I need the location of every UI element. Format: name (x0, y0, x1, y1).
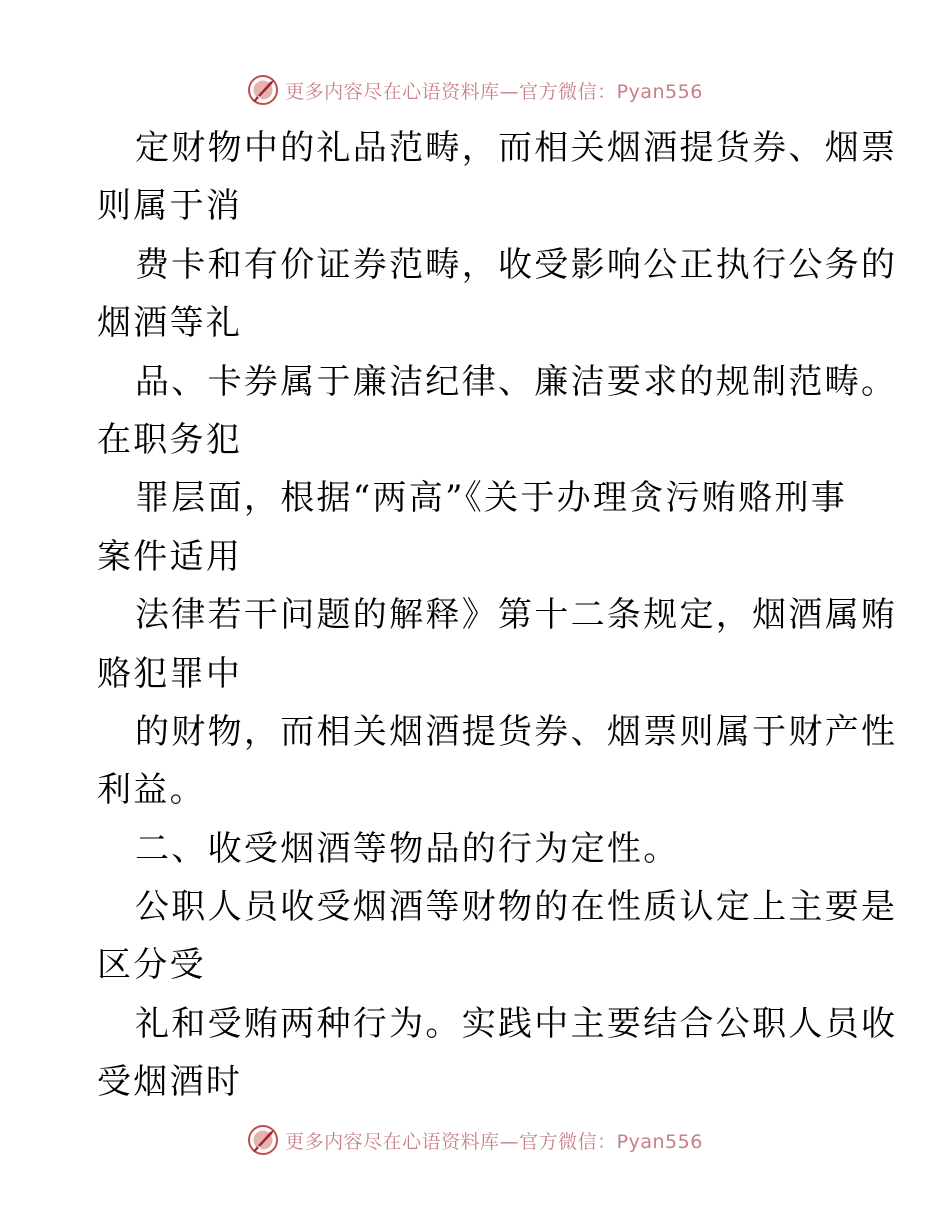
text-line: 在职务犯 (97, 419, 243, 460)
text-line: 礼和受贿两种行为。实践中主要结合公职人员收 (135, 1003, 898, 1044)
text-line: 利益。 (97, 770, 206, 811)
text-line: 费卡和有价证券范畴，收受影响公正执行公务的 (135, 244, 898, 285)
quill-logo-icon (247, 74, 279, 106)
watermark-text: 更多内容尽在心语资料库—官方微信：Pyan556 (285, 1130, 703, 1153)
watermark-text: 更多内容尽在心语资料库—官方微信：Pyan556 (285, 80, 703, 103)
header-watermark (0, 70, 950, 110)
footer-watermark (0, 1120, 950, 1160)
text-line: 赂犯罪中 (97, 653, 243, 694)
document-body (97, 119, 898, 1112)
text-line: 受烟酒时 (97, 1062, 243, 1103)
text-line: 二、收受烟酒等物品的行为定性。 (135, 828, 680, 869)
text-line: 定财物中的礼品范畴，而相关烟酒提货券、烟票 (135, 128, 898, 168)
text-line: 的财物，而相关烟酒提货券、烟票则属于财产性 (135, 711, 898, 752)
text-line: 区分受 (97, 945, 206, 986)
text-line: 品、卡券属于廉洁纪律、廉洁要求的规制范畴。 (135, 361, 898, 402)
quill-logo-icon (247, 1124, 279, 1156)
text-line: 案件适用 (97, 536, 243, 577)
text-line: 公职人员收受烟酒等财物的在性质认定上主要是 (135, 887, 898, 928)
text-line: 法律若干问题的解释》第十二条规定，烟酒属贿 (135, 595, 898, 636)
text-line: 则属于消 (97, 186, 243, 227)
text-line: 罪层面，根据“两高”《关于办理贪污贿赂刑事 (135, 478, 848, 519)
text-line: 烟酒等礼 (97, 303, 243, 344)
